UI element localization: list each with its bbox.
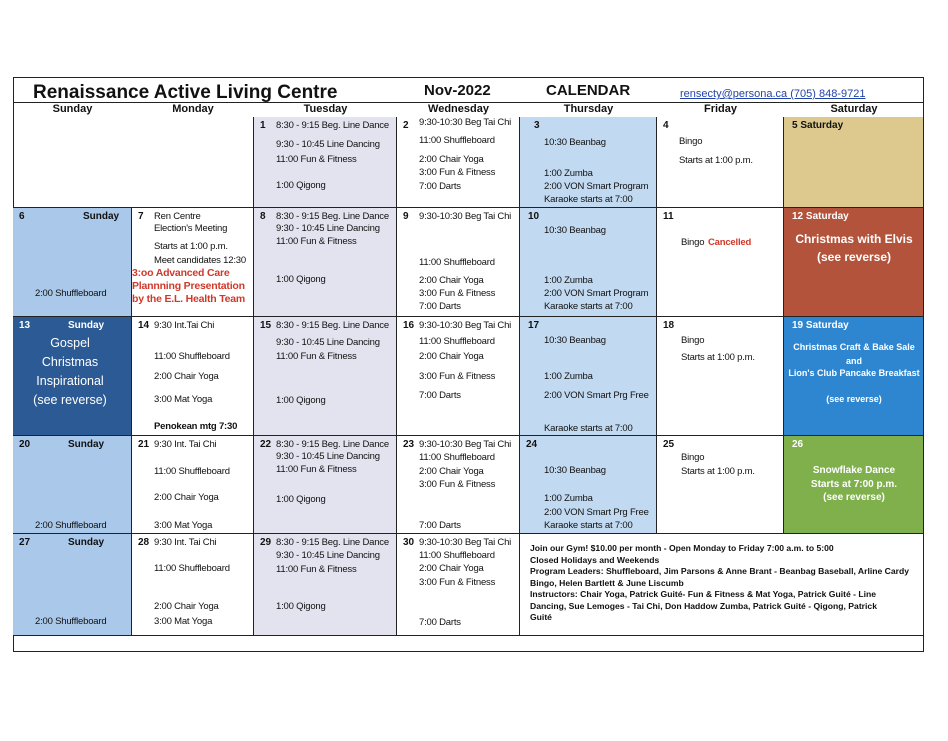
footer-strip <box>13 636 924 652</box>
event-text: 1:00 Qigong <box>276 494 326 505</box>
event-text: Meet candidates 12:30 <box>154 255 246 266</box>
day-tuesday: Tuesday <box>303 103 348 115</box>
date-number: 4 <box>663 120 669 131</box>
day-name: Sunday <box>68 537 105 548</box>
event-text: 11:00 Shuffleboard <box>419 452 495 463</box>
cell-notes <box>520 534 924 636</box>
event-text: Starts at 1:00 p.m. <box>154 241 228 252</box>
event-text: 9:30 Int. Tai Chi <box>154 537 217 548</box>
cell-nov-13 <box>13 317 132 436</box>
event-text: 1:00 Zumba <box>544 275 593 286</box>
info-note: Instructors: Chair Yoga, Patrick Guité- Fun & Fitness & Mat Yoga, Patrick Guité - Line <box>530 589 877 599</box>
cell-nov-26 <box>784 436 924 534</box>
event-text: 8:30 - 9:15 Beg. Line Dance <box>276 320 389 331</box>
event-text: 11:00 Shuffleboard <box>419 550 495 561</box>
cell-nov-5 <box>784 117 924 208</box>
cell-nov-1 <box>254 117 397 208</box>
event-highlight: and <box>845 356 862 366</box>
info-note: Guité <box>530 612 552 622</box>
event-text: 7:00 Darts <box>419 390 461 401</box>
event-text: 11:00 Shuffleboard <box>154 466 230 477</box>
calendar-label: CALENDAR <box>546 82 631 99</box>
event-text: 2:00 Chair Yoga <box>419 154 484 165</box>
date-number: 17 <box>528 320 540 331</box>
cell-nov-19 <box>784 317 924 436</box>
event-text: 9:30-10:30 Beg Tai Chi <box>419 211 512 222</box>
event-text: Bingo <box>679 136 703 147</box>
event-text: 10:30 Beanbag <box>544 465 606 476</box>
date-number: 19 Saturday <box>792 320 849 331</box>
event-text: 10:30 Beanbag <box>544 225 606 236</box>
date-number: 23 <box>403 439 415 450</box>
date-number: 3 <box>534 120 540 131</box>
date-number: 14 <box>138 320 150 331</box>
cell-nov-16 <box>397 317 520 436</box>
event-text: Karaoke starts at 7:00 <box>544 520 633 531</box>
day-sunday: Sunday <box>52 103 93 115</box>
day-name: Sunday <box>68 320 105 331</box>
day-name: Sunday <box>68 439 105 450</box>
event-text: 11:00 Fun & Fitness <box>276 351 357 362</box>
event-highlight: Christmas Craft & Bake Sale <box>793 342 915 352</box>
event-text: 3:00 Fun & Fitness <box>419 371 496 382</box>
event-text: 1:00 Zumba <box>544 493 593 504</box>
date-number: 25 <box>663 439 675 450</box>
event-text: Starts at 1:00 p.m. <box>681 466 755 477</box>
event-text: Karaoke starts at 7:00 <box>544 423 633 434</box>
event-text: Penokean mtg 7:30 <box>154 421 238 432</box>
event-text: 10:30 Beanbag <box>544 335 606 346</box>
event-text: 8:30 - 9:15 Beg. Line Dance <box>276 537 389 548</box>
event-text: 9:30-10:30 Beg Tai Chi <box>419 320 512 331</box>
day-wednesday: Wednesday <box>428 103 489 115</box>
event-text: 8:30 - 9:15 Beg. Line Dance <box>276 120 389 131</box>
date-number: 12 Saturday <box>792 211 849 222</box>
date-number: 13 <box>19 320 31 331</box>
event-highlight: Inspirational <box>36 374 104 388</box>
event-text: 8:30 - 9:15 Beg. Line Dance <box>276 211 389 222</box>
event-text: 3:00 Fun & Fitness <box>419 288 496 299</box>
event-text: 9:30-10:30 Beg Tai Chi <box>419 439 512 450</box>
event-text: 3:00 Mat Yoga <box>154 394 213 405</box>
event-text: 11:00 Fun & Fitness <box>276 564 357 575</box>
month-label: Nov-2022 <box>424 82 491 99</box>
event-text: 2:00 Chair Yoga <box>419 275 484 286</box>
event-text: 9:30 Int. Tai Chi <box>154 439 217 450</box>
cell-nov-18 <box>657 317 784 436</box>
date-number: 8 <box>260 211 266 222</box>
event-text: 7:00 Darts <box>419 181 461 192</box>
event-text: Karaoke starts at 7:00 <box>544 301 633 312</box>
event-text: 10:30 Beanbag <box>544 137 606 148</box>
event-text: Bingo <box>681 237 705 248</box>
cell-nov-27 <box>13 534 132 636</box>
date-number: 9 <box>403 211 409 222</box>
event-text: Starts at 1:00 p.m. <box>681 352 755 363</box>
contact-link[interactable]: rensecty@persona.ca (705) 848-9721 <box>680 88 866 100</box>
event-text: 8:30 - 9:15 Beg. Line Dance <box>276 439 389 450</box>
cell-nov-23 <box>397 436 520 534</box>
weekday-header <box>13 103 924 117</box>
event-highlight: (see reverse) <box>33 393 107 407</box>
day-thursday: Thursday <box>563 103 614 115</box>
event-text: 1:00 Zumba <box>544 168 593 179</box>
event-highlight: Christmas <box>41 355 99 369</box>
event-text: 2:00 Chair Yoga <box>419 351 484 362</box>
cell-nov-9 <box>397 208 520 317</box>
event-text: Karaoke starts at 7:00 <box>544 194 633 205</box>
cell-nov-15 <box>254 317 397 436</box>
event-text: Election's Meeting <box>154 223 228 234</box>
cell-nov-8 <box>254 208 397 317</box>
page-title: Renaissance Active Living Centre <box>33 82 338 103</box>
event-text: 9:30 - 10:45 Line Dancing <box>276 139 380 150</box>
event-text: 2:00 Chair Yoga <box>419 466 484 477</box>
cell-nov-17 <box>520 317 657 436</box>
event-highlight: Snowflake Dance <box>812 465 896 476</box>
event-highlight: Starts at 7:00 p.m. <box>810 479 898 490</box>
event-text: 1:00 Qigong <box>276 274 326 285</box>
event-text: 9:30-10:30 Beg Tai Chi <box>419 117 512 128</box>
event-text: 1:00 Zumba <box>544 371 593 382</box>
event-text: 1:00 Qigong <box>276 395 326 406</box>
cell-empty-sun <box>13 117 254 208</box>
event-text: 11:00 Fun & Fitness <box>276 464 357 475</box>
event-highlight: Lion's Club Pancake Breakfast <box>788 368 920 378</box>
date-number: 16 <box>403 320 415 331</box>
event-text: 7:00 Darts <box>419 301 461 312</box>
event-text: 2:00 Shuffleboard <box>35 288 107 299</box>
event-highlight: (see reverse) <box>826 394 882 404</box>
date-number: 20 <box>19 439 31 450</box>
event-text: 2:00 Chair Yoga <box>419 563 484 574</box>
event-highlight: (see reverse) <box>816 250 892 264</box>
date-number: 1 <box>260 120 266 131</box>
event-text: 9:30-10:30 Beg Tai Chi <box>419 537 512 548</box>
event-text: 11:00 Shuffleboard <box>419 257 495 268</box>
day-friday: Friday <box>703 103 737 115</box>
event-text: 2:00 VON Smart Prg Free <box>544 390 649 401</box>
event-text: 7:00 Darts <box>419 617 461 628</box>
date-number: 7 <box>138 211 144 222</box>
date-number: 2 <box>403 120 409 131</box>
day-name: Sunday <box>83 211 120 222</box>
event-text: 1:00 Qigong <box>276 180 326 191</box>
cell-nov-29 <box>254 534 397 636</box>
event-text: 9:30 - 10:45 Line Dancing <box>276 337 380 348</box>
event-text: 2:00 Chair Yoga <box>154 371 219 382</box>
event-text: Ren Centre <box>154 211 201 222</box>
event-text: 2:00 Chair Yoga <box>154 492 219 503</box>
event-text: 11:00 Fun & Fitness <box>276 154 357 165</box>
cell-nov-28 <box>132 534 254 636</box>
date-number: 15 <box>260 320 272 331</box>
cancelled-label: Cancelled <box>708 237 752 248</box>
cell-nov-25 <box>657 436 784 534</box>
cell-nov-20 <box>13 436 132 534</box>
cell-nov-6 <box>13 208 132 317</box>
cell-nov-22 <box>254 436 397 534</box>
event-highlight: Gospel <box>50 336 90 350</box>
event-text: 3:00 Mat Yoga <box>154 520 213 531</box>
event-text: 2:00 VON Smart Prg Free <box>544 507 649 518</box>
event-text: 2:00 Chair Yoga <box>154 601 219 612</box>
event-text: 1:00 Qigong <box>276 601 326 612</box>
cell-nov-11 <box>657 208 784 317</box>
presentation-notice: 3:oo Advanced Care <box>132 267 230 279</box>
date-number: 27 <box>19 537 31 548</box>
date-number: 28 <box>138 537 150 548</box>
event-text: 2:00 VON Smart Program <box>544 181 649 192</box>
cell-nov-14 <box>132 317 254 436</box>
cell-nov-12 <box>784 208 924 317</box>
event-text: 9:30 - 10:45 Line Dancing <box>276 451 380 462</box>
event-text: Bingo <box>681 335 705 346</box>
cell-nov-21 <box>132 436 254 534</box>
info-note: Bingo, Helen Bartlett & June Liscumb <box>530 577 684 588</box>
cell-nov-7 <box>132 208 254 317</box>
event-text: 2:00 Shuffleboard <box>35 616 107 627</box>
event-text: 9:30 - 10:45 Line Dancing <box>276 223 380 234</box>
event-text: Bingo <box>681 452 705 463</box>
date-number: 24 <box>526 439 538 450</box>
event-text: 11:00 Shuffleboard <box>419 135 495 146</box>
date-number: 5 Saturday <box>792 120 844 131</box>
date-number: 29 <box>260 537 272 548</box>
event-text: 11:00 Shuffleboard <box>419 336 495 347</box>
event-text: 11:00 Shuffleboard <box>154 351 230 362</box>
event-text: Starts at 1:00 p.m. <box>679 155 753 166</box>
day-saturday: Saturday <box>830 103 878 115</box>
info-note: Join our Gym! $10.00 per month - Open Monday to Friday 7:00 a.m. to 5:00 <box>530 543 834 553</box>
event-text: 3:00 Fun & Fitness <box>419 577 496 588</box>
date-number: 18 <box>663 320 675 331</box>
event-text: 2:00 Shuffleboard <box>35 520 107 531</box>
event-text: 3:00 Fun & Fitness <box>419 479 496 490</box>
date-number: 21 <box>138 439 150 450</box>
date-number: 11 <box>663 211 674 222</box>
cell-nov-24 <box>520 436 657 534</box>
event-text: 2:00 VON Smart Program <box>544 288 649 299</box>
cell-nov-10 <box>520 208 657 317</box>
info-note: Dancing, Sue Lemoges - Tai Chi, Don Haddow Zumba, Patrick Guité - Qigong, Patrick <box>530 600 877 611</box>
cell-nov-30 <box>397 534 520 636</box>
cell-nov-4 <box>657 117 784 208</box>
presentation-notice: Plannning Presentation <box>132 280 245 292</box>
event-text: 11:00 Shuffleboard <box>154 563 230 574</box>
date-number: 26 <box>792 439 804 450</box>
event-text: 11:00 Fun & Fitness <box>276 236 357 247</box>
date-number: 6 <box>19 211 25 222</box>
event-text: 7:00 Darts <box>419 520 461 531</box>
date-number: 22 <box>260 439 272 450</box>
event-text: 9:30 Int.Tai Chi <box>154 320 215 331</box>
date-number: 30 <box>403 537 415 548</box>
date-number: 10 <box>528 211 540 222</box>
info-note: Closed Holidays and Weekends <box>530 554 660 565</box>
event-text: 9:30 - 10:45 Line Dancing <box>276 550 380 561</box>
event-text: 3:00 Fun & Fitness <box>419 167 496 178</box>
event-highlight: Christmas with Elvis <box>795 232 913 246</box>
event-text: 3:00 Mat Yoga <box>154 616 213 627</box>
cell-nov-2 <box>397 117 520 208</box>
day-monday: Monday <box>172 103 214 115</box>
presentation-notice: by the E.L. Health Team <box>132 293 246 305</box>
info-note: Program Leaders: Shuffleboard, Jim Parsons & Anne Brant - Beanbag Baseball, Arline Cardy <box>530 566 910 576</box>
event-highlight: (see reverse) <box>823 492 885 503</box>
cell-nov-3 <box>520 117 657 208</box>
